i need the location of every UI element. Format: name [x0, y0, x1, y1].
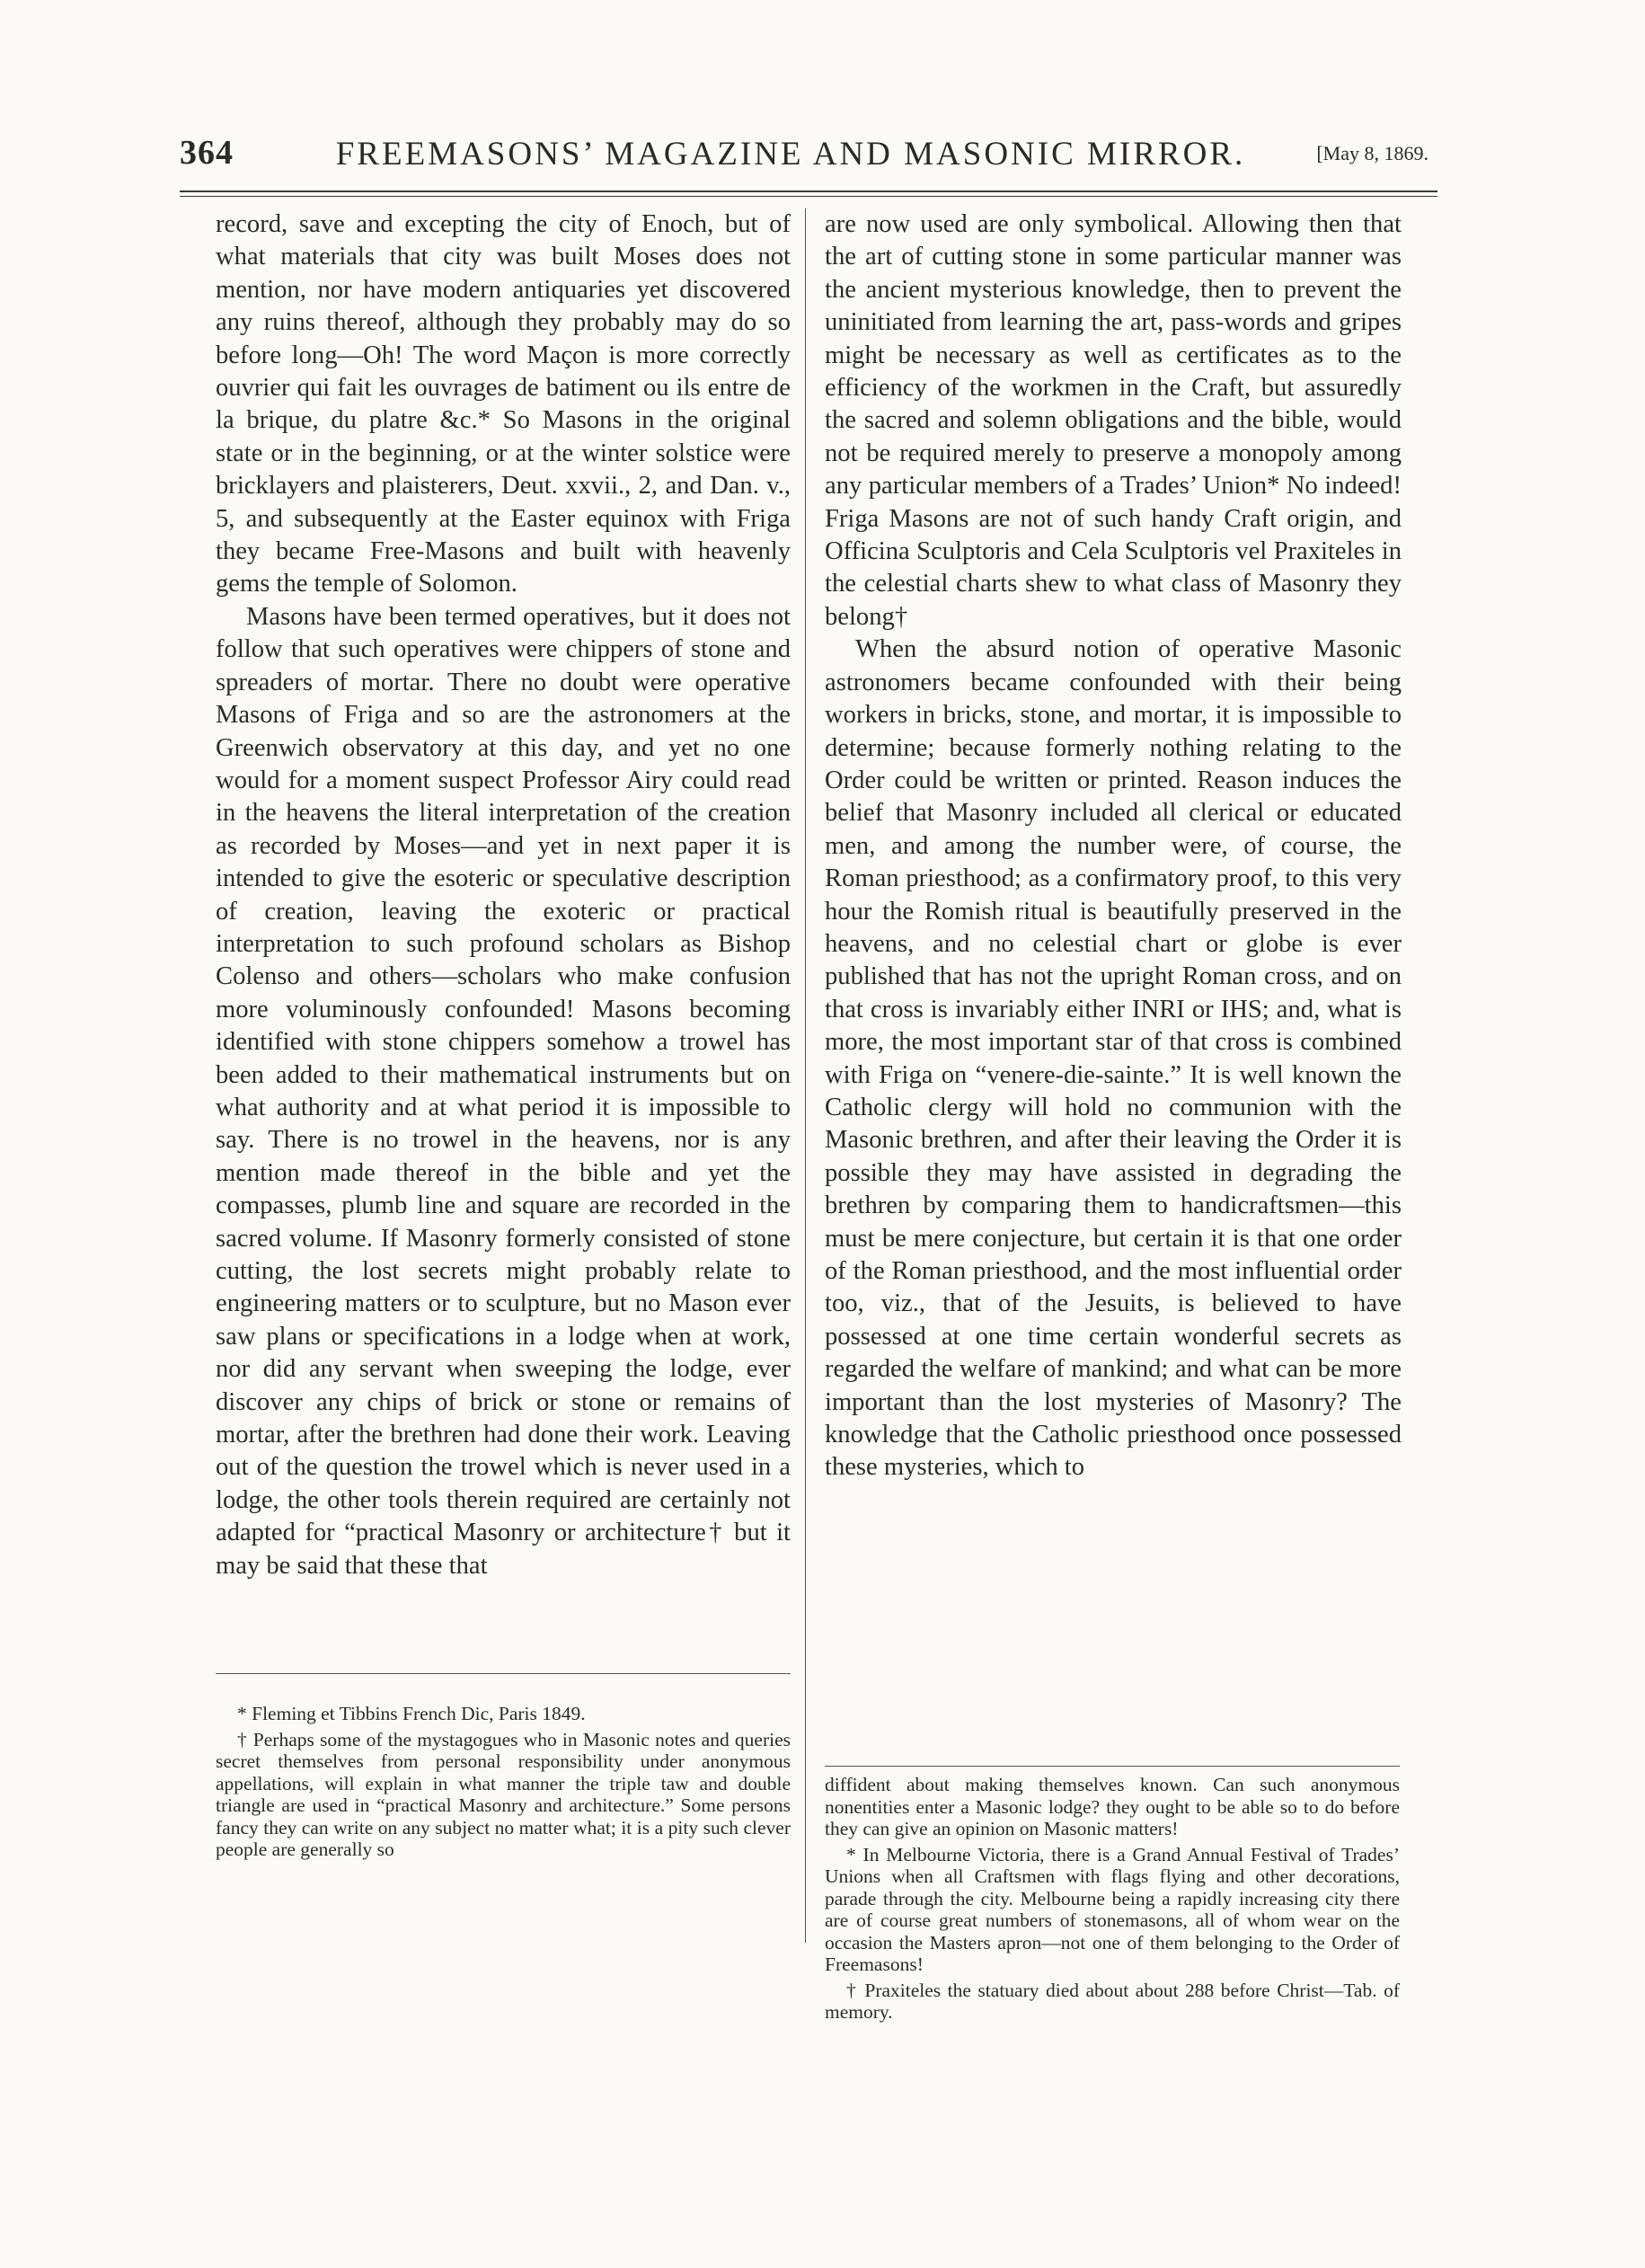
header-rule	[180, 190, 1437, 192]
page-number: 364	[180, 134, 234, 172]
paragraph: When the absurd notion of operative Masonic astronomers became confounded with their being workers in bricks, stone, and mortar, it is impossible to determine; because formerly nothing relating to the Order could be written or printed. Reason induces the belief that Masonry included all clerical or educated men, and among the number were, of course, the Roman priesthood; as a confirmatory proof, to this very hour the Romish ritual is beautifully preserved in the heavens, and no celestial chart or globe is ever published that has not the upright Roman cross, and on that cross is invariably either INRI or IHS; and, what is more, the most important star of that cross is combined with Friga on “venere-die-sainte.” It is well known the Catholic clergy will hold no communion with the Masonic brethren, and after their leaving the Order it is possible they may have assisted in degrading the brethren by comparing them to handicraftsmen—this must be mere conjecture, but certain it is that one order of the Roman priesthood, and the most influential order too, viz., that of the Jesuits, is believed to have possessed at one time certain wonderful secrets as regarded the welfare of mankind; and what can be more important than the lost mysteries of Masonry? The knowledge that the Catholic priesthood once possessed these mysteries, which to	[825, 635, 1402, 1482]
left-column	[216, 208, 791, 1582]
footnote: † Perhaps some of the mystagogues who in Masonic notes and queries secret themselves from personal responsibility under anonymous appellations, will explain in what manner the triple taw and double triangle are used in “practical Masonry and architecture.” Some persons fancy they can write on any subject no matter what; it is a pity such clever people are generally so	[216, 1728, 791, 1860]
footnote: * In Melbourne Victoria, there is a Grand Annual Festival of Trades’ Unions when all Craftsmen with flags flying and other decorations, parade through the city. Melbourne being a rapidly increasing city there are of course great numbers of stonemasons, all of whom wear on the occasion the Masters apron—not one of them belonging to the Order of Freemasons!	[825, 1843, 1400, 1975]
page-header	[180, 133, 1428, 187]
footnote-rule	[216, 1673, 791, 1674]
right-column	[825, 208, 1402, 1484]
left-footnotes	[216, 1703, 791, 1865]
right-footnotes	[825, 1774, 1400, 2027]
footnote: † Praxiteles the statuary died about about 288 before Christ—Tab. of memory.	[825, 1979, 1400, 2023]
footnote-rule	[825, 1766, 1400, 1767]
paragraph: are now used are only symbolical. Allowing then that the art of cutting stone in some particular manner was the ancient mysterious knowledge, then to prevent the uninitiated from learning the art, pass-words and gripes might be necessary as well as certificates as to the efficiency of the workmen in the Craft, but assuredly the sacred and solemn obligations and the bible, would not be required merely to preserve a monopoly among any particular members of a Trades’ Union* No indeed! Friga Masons are not of such handy Craft origin, and Officina Sculptoris and Cela Sculptoris vel Praxiteles in the celestial charts shew to what class of Masonry they belong†	[825, 210, 1402, 631]
header-rule-thin	[180, 196, 1437, 197]
masthead-title: FREEMASONS’ MAGAZINE AND MASONIC MIRROR.	[335, 136, 1246, 173]
column-divider	[805, 208, 806, 1943]
issue-date: [May 8, 1869.	[1316, 142, 1428, 164]
footnote: diffident about making themselves known. Can such anonymous nonentities enter a Masonic lodge? they ought to be able so to do before they can give an opinion on Masonic matters!	[825, 1774, 1400, 1839]
paragraph: record, save and excepting the city of Enoch, but of what materials that city was built Moses does not mention, nor have modern antiquaries yet discovered any ruins thereof, although they probably may do so before long—Oh! The word Maçon is more correctly ouvrier qui fait les ouvrages de batiment ou ils entre de la brique, du platre &c.* So Masons in the original state or in the beginning, or at the winter solstice were bricklayers and plaisterers, Deut. xxvii., 2, and Dan. v., 5, and subsequently at the Easter equinox with Friga they became Free-Masons and built with heavenly gems the temple of Solomon.	[216, 210, 791, 598]
footnote: * Fleming et Tibbins French Dic, Paris 1849.	[237, 1703, 586, 1724]
paragraph: Masons have been termed operatives, but it does not follow that such operatives were chippers of stone and spreaders of mortar. There no doubt were operative Masons of Friga and so are the astronomers at the Greenwich observatory at this day, and yet no one would for a moment suspect Professor Airy could read in the heavens the literal interpretation of the creation as recorded by Moses—and yet in next paper it is intended to give the esoteric or speculative description of creation, leaving the exoteric or practical interpretation to such profound scholars as Bishop Colenso and others—scholars who make confusion more voluminously confounded! Masons becoming identified with stone chippers somehow a trowel has been added to their mathematical instruments but on what authority and at what period it is impossible to say. There is no trowel in the heavens, nor is any mention made thereof in the bible and yet the compasses, plumb line and square are recorded in the sacred volume. If Masonry formerly consisted of stone cutting, the lost secrets might probably relate to engineering matters or to sculpture, but no Mason ever saw plans or specifications in a lodge when at work, nor did any servant when sweeping the lodge, ever discover any chips of brick or stone or remains of mortar, after the brethren had done their work. Leaving out of the question the trowel which is never used in a lodge, the other tools therein required are certainly not adapted for “practical Masonry or architecture† but it may be said that these that	[216, 602, 791, 1580]
